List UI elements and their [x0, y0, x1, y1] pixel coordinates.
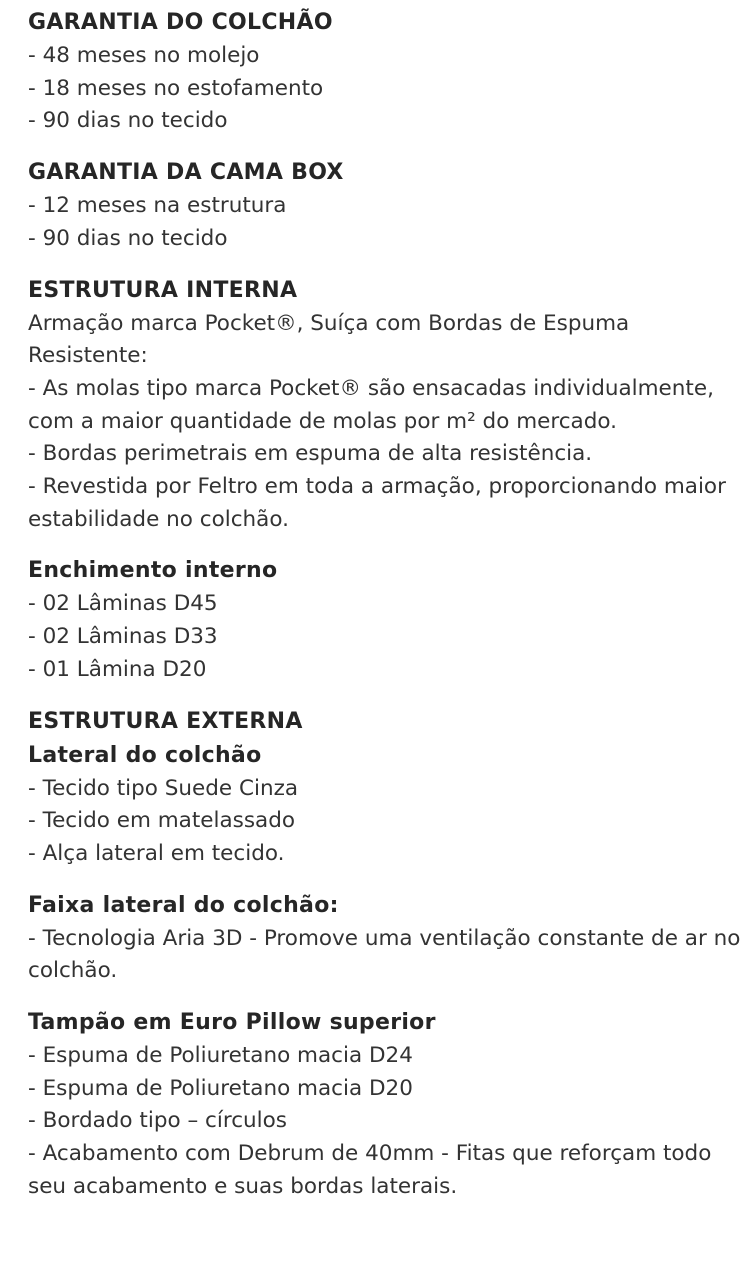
list-item: - Bordas perimetrais em espuma de alta resistência. [28, 441, 593, 467]
section-faixa-lateral [28, 889, 743, 988]
section-garantia-colchao [28, 6, 743, 138]
section-estrutura-externa [28, 705, 743, 871]
section-title: ESTRUTURA EXTERNA [28, 708, 303, 734]
list-item: - Bordado tipo – círculos [28, 1108, 287, 1134]
list-item: - 18 meses no estofamento [28, 75, 324, 101]
list-item: - 90 dias no tecido [28, 108, 228, 134]
list-item: - Alça lateral em tecido. [28, 840, 285, 866]
section-title: ESTRUTURA INTERNA [28, 277, 298, 303]
section-title: Faixa lateral do colchão: [28, 892, 339, 918]
list-item: - Tecnologia Aria 3D - Promove uma ventilação constante de ar no colchão. [28, 925, 741, 984]
section-title: Enchimento interno [28, 558, 278, 584]
list-item: - Tecido em matelassado [28, 808, 296, 834]
list-item: - Espuma de Poliuretano macia D24 [28, 1043, 413, 1069]
section-garantia-cama-box [28, 156, 743, 255]
list-item: - Espuma de Poliuretano macia D20 [28, 1075, 413, 1101]
list-item: - As molas tipo marca Pocket® são ensacadas individualmente, com a maior quantidade de molas por m² do mercado. [28, 375, 714, 434]
section-subtitle: Lateral do colchão [28, 742, 262, 768]
section-title: Tampão em Euro Pillow superior [28, 1010, 436, 1036]
section-tampao [28, 1006, 743, 1204]
list-item: - Acabamento com Debrum de 40mm - Fitas que reforçam todo seu acabamento e suas bordas laterais. [28, 1141, 712, 1199]
list-item: - 48 meses no molejo [28, 43, 260, 68]
section-title: GARANTIA DA CAMA BOX [28, 160, 344, 186]
list-item: - Tecido tipo Suede Cinza [28, 775, 299, 801]
section-title: GARANTIA DO COLCHÃO [28, 10, 333, 35]
section-intro: Armação marca Pocket®, Suíça com Bordas de Espuma Resistente: [28, 310, 630, 369]
list-item: - 90 dias no tecido [28, 225, 228, 251]
list-item: - Revestida por Feltro em toda a armação, proporcionando maior estabilidade no colchão. [28, 474, 726, 532]
list-item: - 12 meses na estrutura [28, 193, 287, 219]
product-specs [28, 6, 743, 1204]
list-item: - 02 Lâminas D33 [28, 624, 218, 650]
section-estrutura-interna [28, 274, 743, 537]
list-item: - 01 Lâmina D20 [28, 656, 207, 682]
section-enchimento-interno [28, 554, 743, 686]
list-item: - 02 Lâminas D45 [28, 591, 218, 617]
